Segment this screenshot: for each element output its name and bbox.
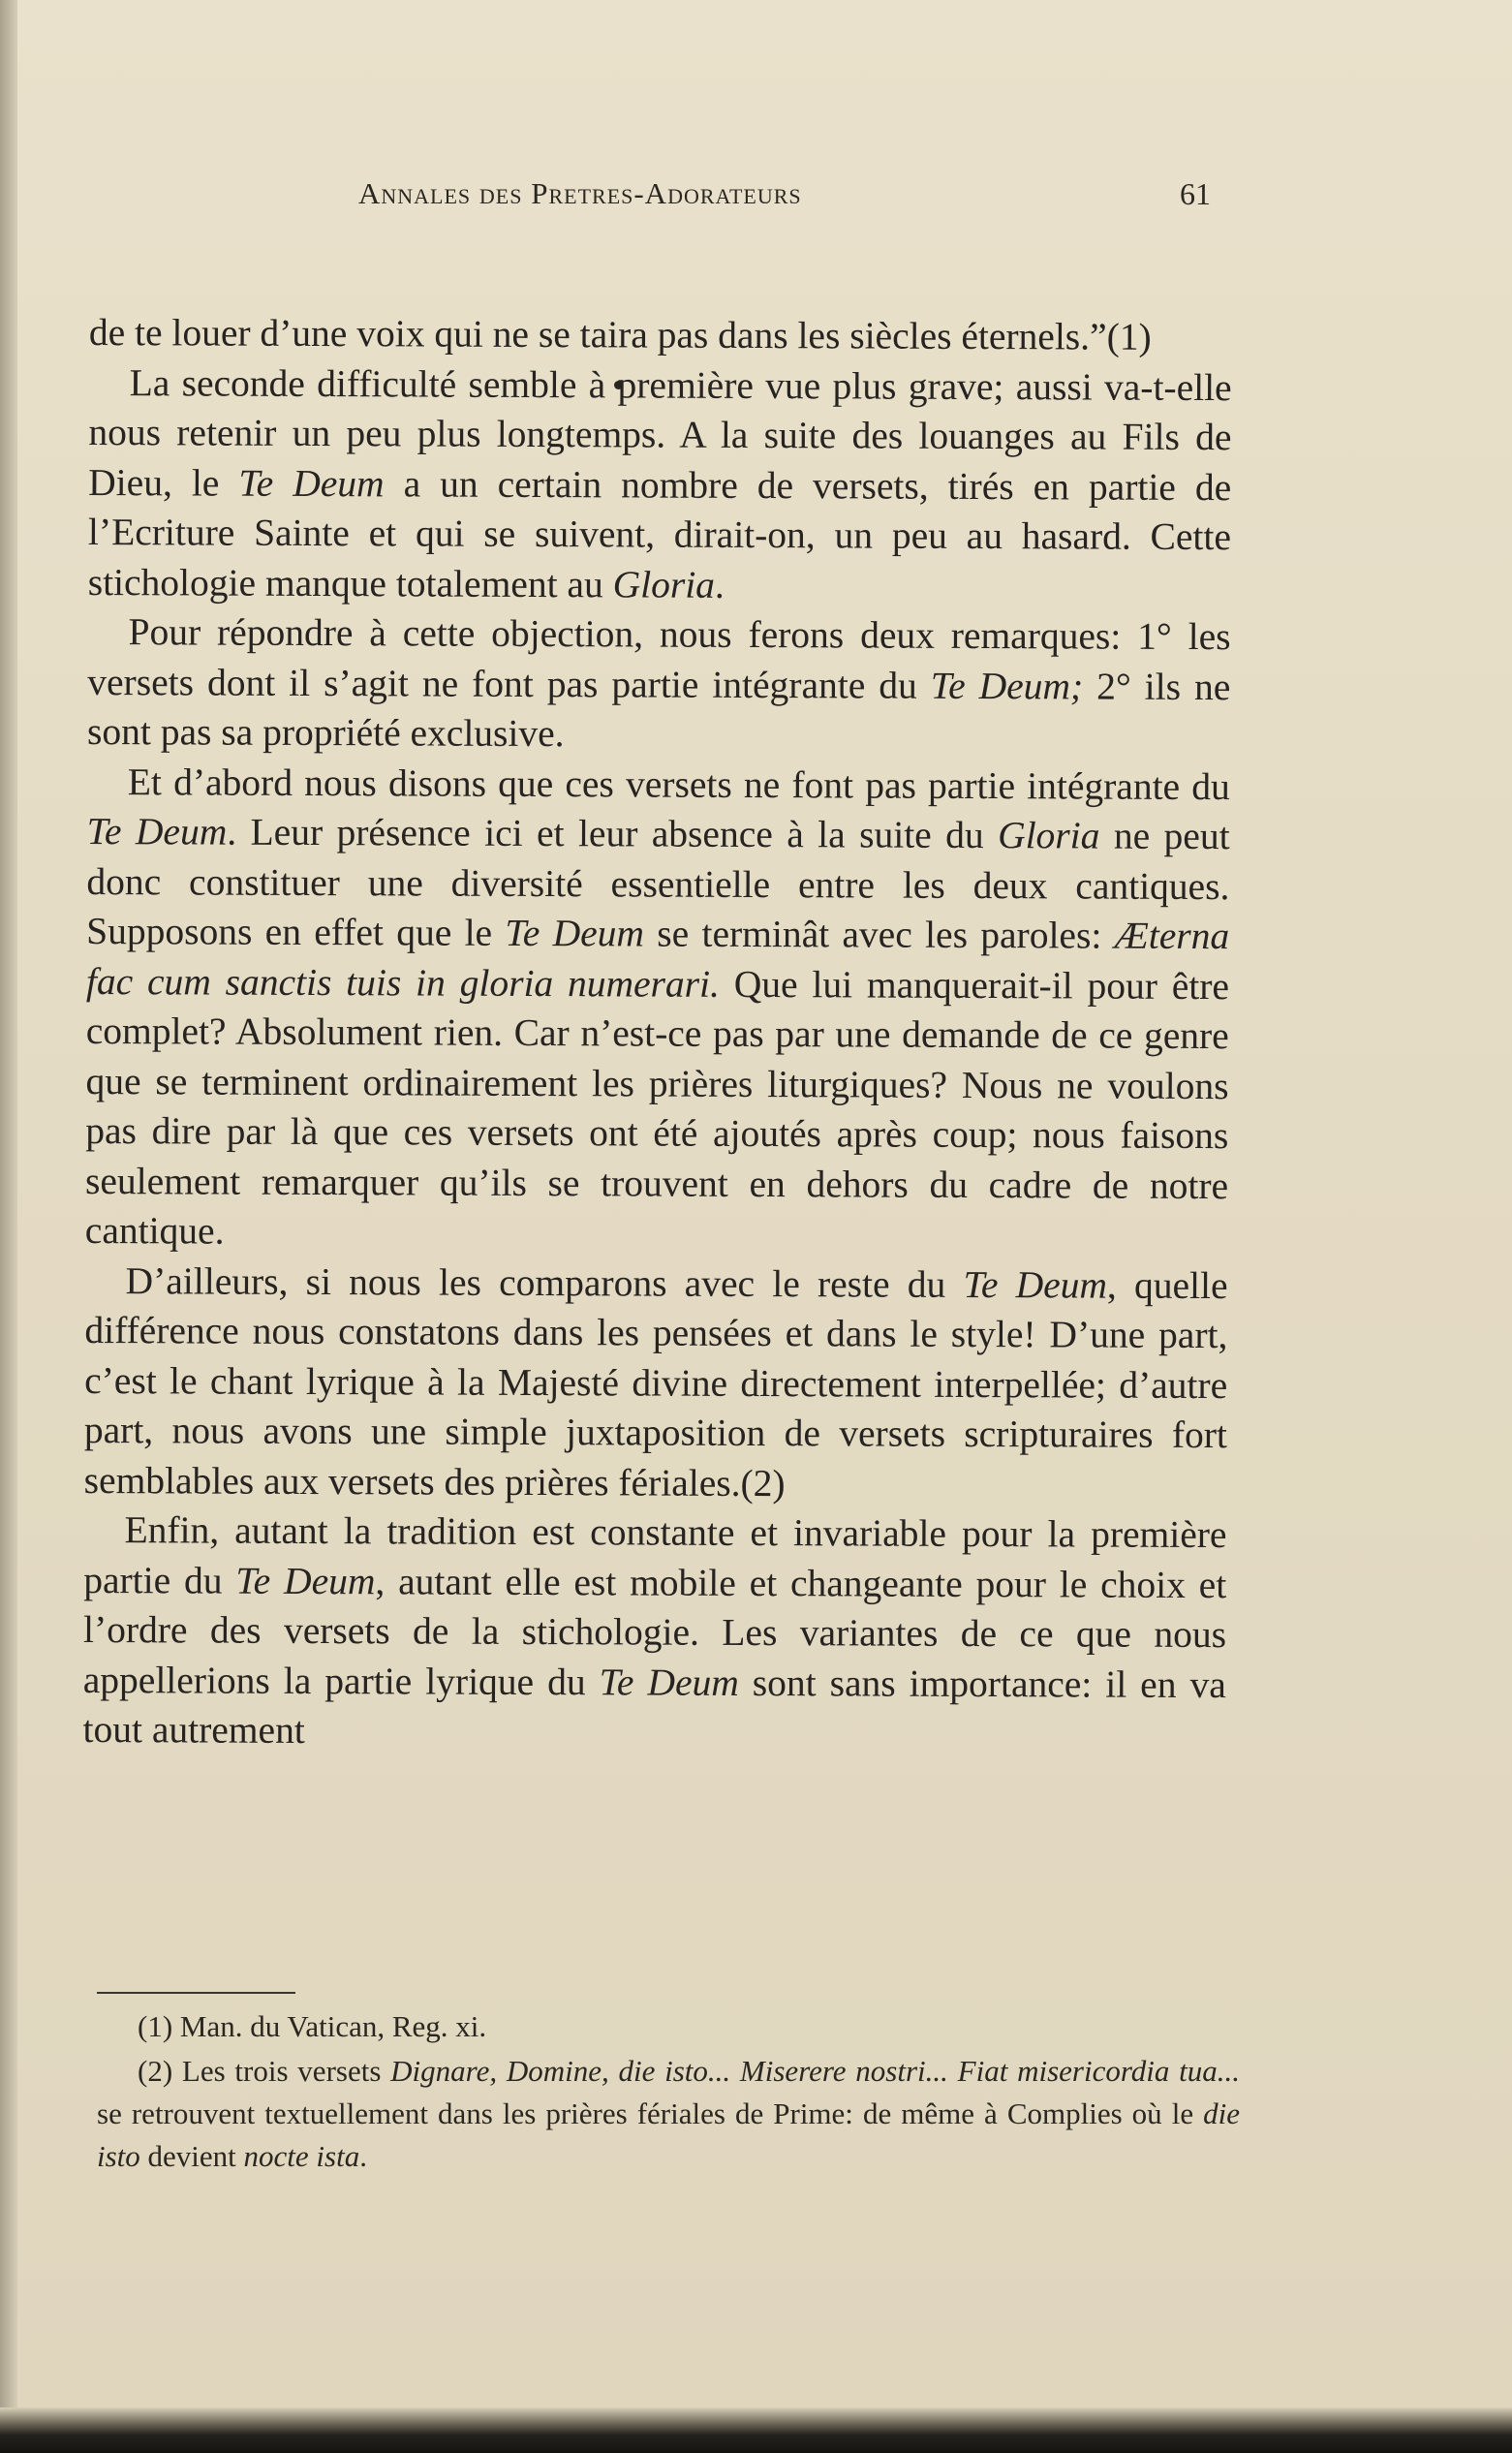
italic-run: Te Deum;: [930, 664, 1084, 707]
paragraph: [87, 607, 1231, 762]
italic-run: Te Deum: [963, 1262, 1108, 1307]
text-run: .: [359, 2139, 367, 2173]
paragraph: [85, 757, 1230, 1260]
text-run: Enfin, autant la tradition est constante et invariable pour la première partie du: [83, 1508, 1227, 1602]
page-number: 61: [1180, 176, 1211, 211]
text-run: 2° ils ne sont pas sa propriété exclusive.: [86, 664, 1231, 756]
text-run: ne peut donc constituer une diversité essentielle entre les deux cantiques. Supposons en effet que le: [86, 814, 1230, 954]
text-run: se retrouvent textuellement dans les prières fériales de Prime: de même à Complies où le: [97, 2096, 1204, 2130]
italic-run: Æterna fac cum sanctis tuis in gloria numerari.: [85, 914, 1230, 1006]
page-header: [358, 176, 1230, 215]
italic-run: nocte ista: [243, 2139, 360, 2173]
body-text: [82, 308, 1232, 1760]
binding-shadow: [0, 0, 17, 2453]
paragraph: [82, 1506, 1226, 1760]
footnotes: [97, 2005, 1240, 2178]
text-run: . Leur présence ici et leur absence à la suite du: [227, 810, 999, 857]
italic-run: Te Deum: [505, 911, 645, 955]
italic-run: Te Deum: [599, 1660, 739, 1704]
text-run: Que lui manquerait-il pour être complet? Absolument rien. Car n’est-ce pas par une demande de ce genre que se terminent ordinairement les prières liturgiques? Nous ne voulons pas dire par là que ces versets ont été ajoutés après coup; nous faisons seulement remarquer qu’ils se trouvent en dehors du cadre de notre cantique.: [84, 962, 1230, 1253]
text-run: sont sans importance: il en va tout autrement: [82, 1661, 1226, 1752]
page-bottom-edge: [0, 2407, 1512, 2453]
text-run: .: [714, 563, 725, 606]
italic-run: Te Deum: [238, 461, 385, 505]
text-run: Pour répondre à cette objection, nous ferons deux remarques: 1° les versets dont il s’agit ne font pas partie intégrante du: [87, 610, 1231, 707]
paragraph: de te louer d’une voix qui ne se taira pas dans les siècles éternels.”(1): [88, 310, 1152, 358]
footnote: (1) Man. du Vatican, Reg. xi.: [138, 2009, 487, 2043]
text-run: se terminât avec les paroles:: [643, 912, 1115, 957]
text-run: devient: [139, 2139, 244, 2173]
text-run: (2) Les trois versets: [138, 2054, 391, 2088]
footnote-separator: [97, 1992, 295, 1994]
footnote: [97, 2050, 1240, 2178]
paragraph: [88, 357, 1232, 612]
italic-run: Gloria: [612, 562, 716, 606]
paragraph: [84, 1256, 1228, 1510]
italic-run: die isto: [97, 2096, 1240, 2173]
text-run: La seconde difficulté semble à première vue plus grave; aussi va-t-elle nous retenir un peu plus longtemps. A la suite des louanges au Fils de Dieu, le: [88, 360, 1232, 505]
text-run: Et d’abord nous disons que ces versets ne font pas partie intégrante du: [127, 760, 1230, 808]
italic-run: Gloria: [998, 814, 1100, 857]
running-title: Annales des Pretres-Adorateurs: [358, 176, 802, 210]
italic-run: Te Deum: [235, 1559, 376, 1602]
italic-run: Dignare, Domine, die isto... Miserere nostri... Fiat misericordia tua...: [390, 2054, 1240, 2088]
text-run: , quelle différence nous constatons dans les pensées et dans le style! D’une part, c’est le chant lyrique à la Majesté divine directement interpellée; d’autre part, nous avons une simple juxtaposition de versets scripturaires fort semblables aux versets des prières fériales.(2): [83, 1263, 1228, 1505]
text-run: , autant elle est mobile et changeante pour le choix et l’ordre des versets de la stichologie. Les variantes de ce que nous appellerions la partie lyrique du: [82, 1559, 1227, 1703]
text-run: a un certain nombre de versets, tirés en partie de l’Ecriture Sainte et qui se suivent, dirait-on, un peu au hasard. Cette stichologie manque totalement au: [87, 461, 1232, 605]
text-run: D’ailleurs, si nous les comparons avec le reste du: [125, 1258, 964, 1306]
italic-run: Te Deum: [86, 809, 228, 854]
